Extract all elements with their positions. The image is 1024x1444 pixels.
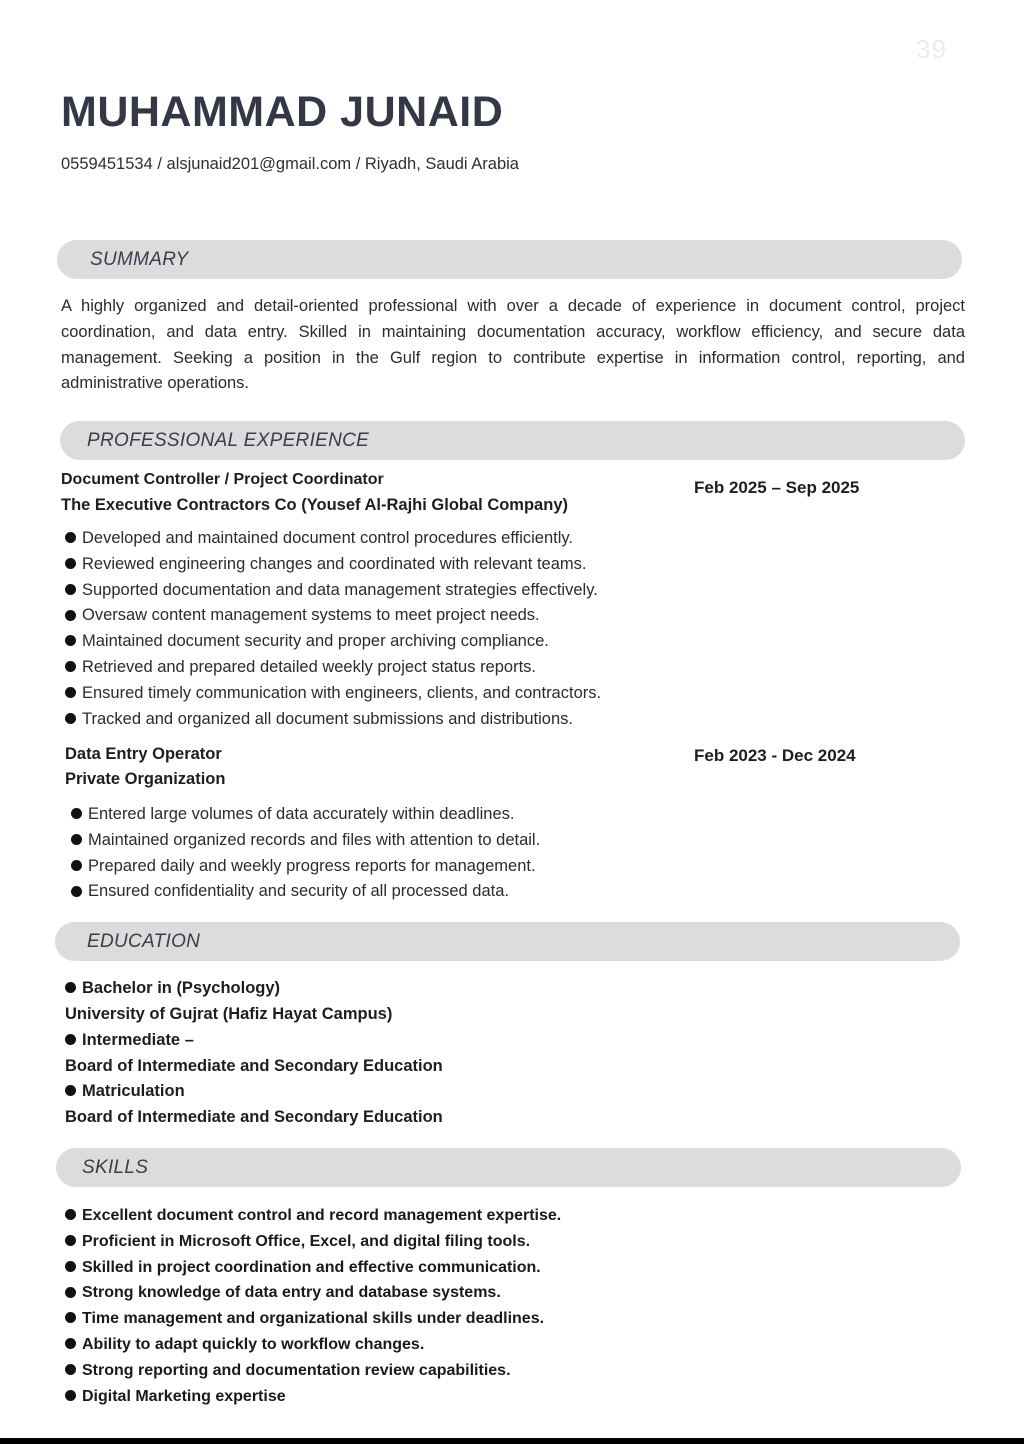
list-item: Tracked and organized all document submissions and distributions. [65, 707, 601, 733]
list-item: Skilled in project coordination and effective communication. [65, 1255, 561, 1281]
experience-section-header [60, 421, 965, 460]
job-company: The Executive Contractors Co (Yousef Al-Rajhi Global Company) [61, 496, 568, 514]
job-duties-list [71, 802, 540, 905]
contact-info: 0559451534 / alsjunaid201@gmail.com / Riyadh, Saudi Arabia [61, 155, 519, 173]
list-item: Developed and maintained document control procedures efficiently. [65, 526, 601, 552]
bullet-icon [65, 661, 76, 672]
list-item: Ensured confidentiality and security of all processed data. [71, 879, 540, 905]
list-item: Digital Marketing expertise [65, 1384, 561, 1410]
list-item: Strong reporting and documentation review capabilities. [65, 1358, 561, 1384]
education-degree: Bachelor in (Psychology) [65, 979, 280, 998]
education-heading: EDUCATION [87, 931, 201, 952]
education-degree: Intermediate – [65, 1031, 194, 1050]
bullet-icon [71, 886, 82, 897]
list-item: Supported documentation and data management strategies effectively. [65, 578, 601, 604]
bullet-icon [71, 860, 82, 871]
list-item: Ensured timely communication with engineers, clients, and contractors. [65, 681, 601, 707]
list-item: Strong knowledge of data entry and database systems. [65, 1280, 561, 1306]
bullet-icon [71, 808, 82, 819]
list-item: Proficient in Microsoft Office, Excel, and digital filing tools. [65, 1229, 561, 1255]
bullet-icon [65, 1364, 76, 1375]
experience-heading: PROFESSIONAL EXPERIENCE [87, 430, 370, 451]
bullet-icon [65, 635, 76, 646]
summary-heading: SUMMARY [90, 249, 189, 270]
bullet-icon [65, 1034, 76, 1045]
bullet-icon [65, 584, 76, 595]
education-institution: University of Gujrat (Hafiz Hayat Campus) [65, 1005, 393, 1023]
job-dates: Feb 2025 – Sep 2025 [694, 478, 860, 497]
list-item: Retrieved and prepared detailed weekly project status reports. [65, 655, 601, 681]
job-title: Data Entry Operator [65, 745, 222, 763]
job-company: Private Organization [65, 770, 226, 788]
bullet-icon [65, 558, 76, 569]
list-item: Reviewed engineering changes and coordinated with relevant teams. [65, 552, 601, 578]
list-item: Ability to adapt quickly to workflow changes. [65, 1332, 561, 1358]
bullet-icon [65, 532, 76, 543]
job-duties-list [65, 526, 601, 732]
skills-list [65, 1203, 561, 1409]
summary-text: A highly organized and detail-oriented professional with over a decade of experience in document control, project coordination, and data entry. Skilled in maintaining documentation accuracy, workflow efficiency, and secure data management. Seeking a position in the Gulf region to contribute expertise in information control, reporting, and administrative operations. [61, 297, 965, 393]
education-degree: Matriculation [65, 1082, 185, 1101]
bullet-icon [65, 1287, 76, 1298]
job-dates: Feb 2023 - Dec 2024 [694, 746, 856, 765]
bullet-icon [65, 1261, 76, 1272]
bullet-icon [65, 982, 76, 993]
list-item: Maintained document security and proper archiving compliance. [65, 629, 601, 655]
bottom-border [0, 1438, 1024, 1444]
page-number: 39 [916, 34, 947, 64]
list-item: Time management and organizational skills under deadlines. [65, 1306, 561, 1332]
bullet-icon [65, 1235, 76, 1246]
skills-section-header [56, 1148, 961, 1187]
skills-heading: SKILLS [82, 1157, 149, 1178]
education-institution: Board of Intermediate and Secondary Education [65, 1057, 443, 1075]
list-item: Excellent document control and record management expertise. [65, 1203, 561, 1229]
bullet-icon [65, 1312, 76, 1323]
bullet-icon [65, 1338, 76, 1349]
list-item: Entered large volumes of data accurately within deadlines. [71, 802, 540, 828]
list-item: Prepared daily and weekly progress reports for management. [71, 854, 540, 880]
education-section-header [55, 922, 960, 961]
job-title: Document Controller / Project Coordinator [61, 471, 384, 488]
list-item: Oversaw content management systems to meet project needs. [65, 603, 601, 629]
bullet-icon [65, 1390, 76, 1401]
bullet-icon [71, 834, 82, 845]
bullet-icon [65, 713, 76, 724]
candidate-name: MUHAMMAD JUNAID [61, 88, 504, 136]
education-institution: Board of Intermediate and Secondary Education [65, 1108, 443, 1126]
list-item: Maintained organized records and files with attention to detail. [71, 828, 540, 854]
bullet-icon [65, 1085, 76, 1096]
bullet-icon [65, 1209, 76, 1220]
bullet-icon [65, 610, 76, 621]
bullet-icon [65, 687, 76, 698]
summary-section-header [57, 240, 962, 279]
